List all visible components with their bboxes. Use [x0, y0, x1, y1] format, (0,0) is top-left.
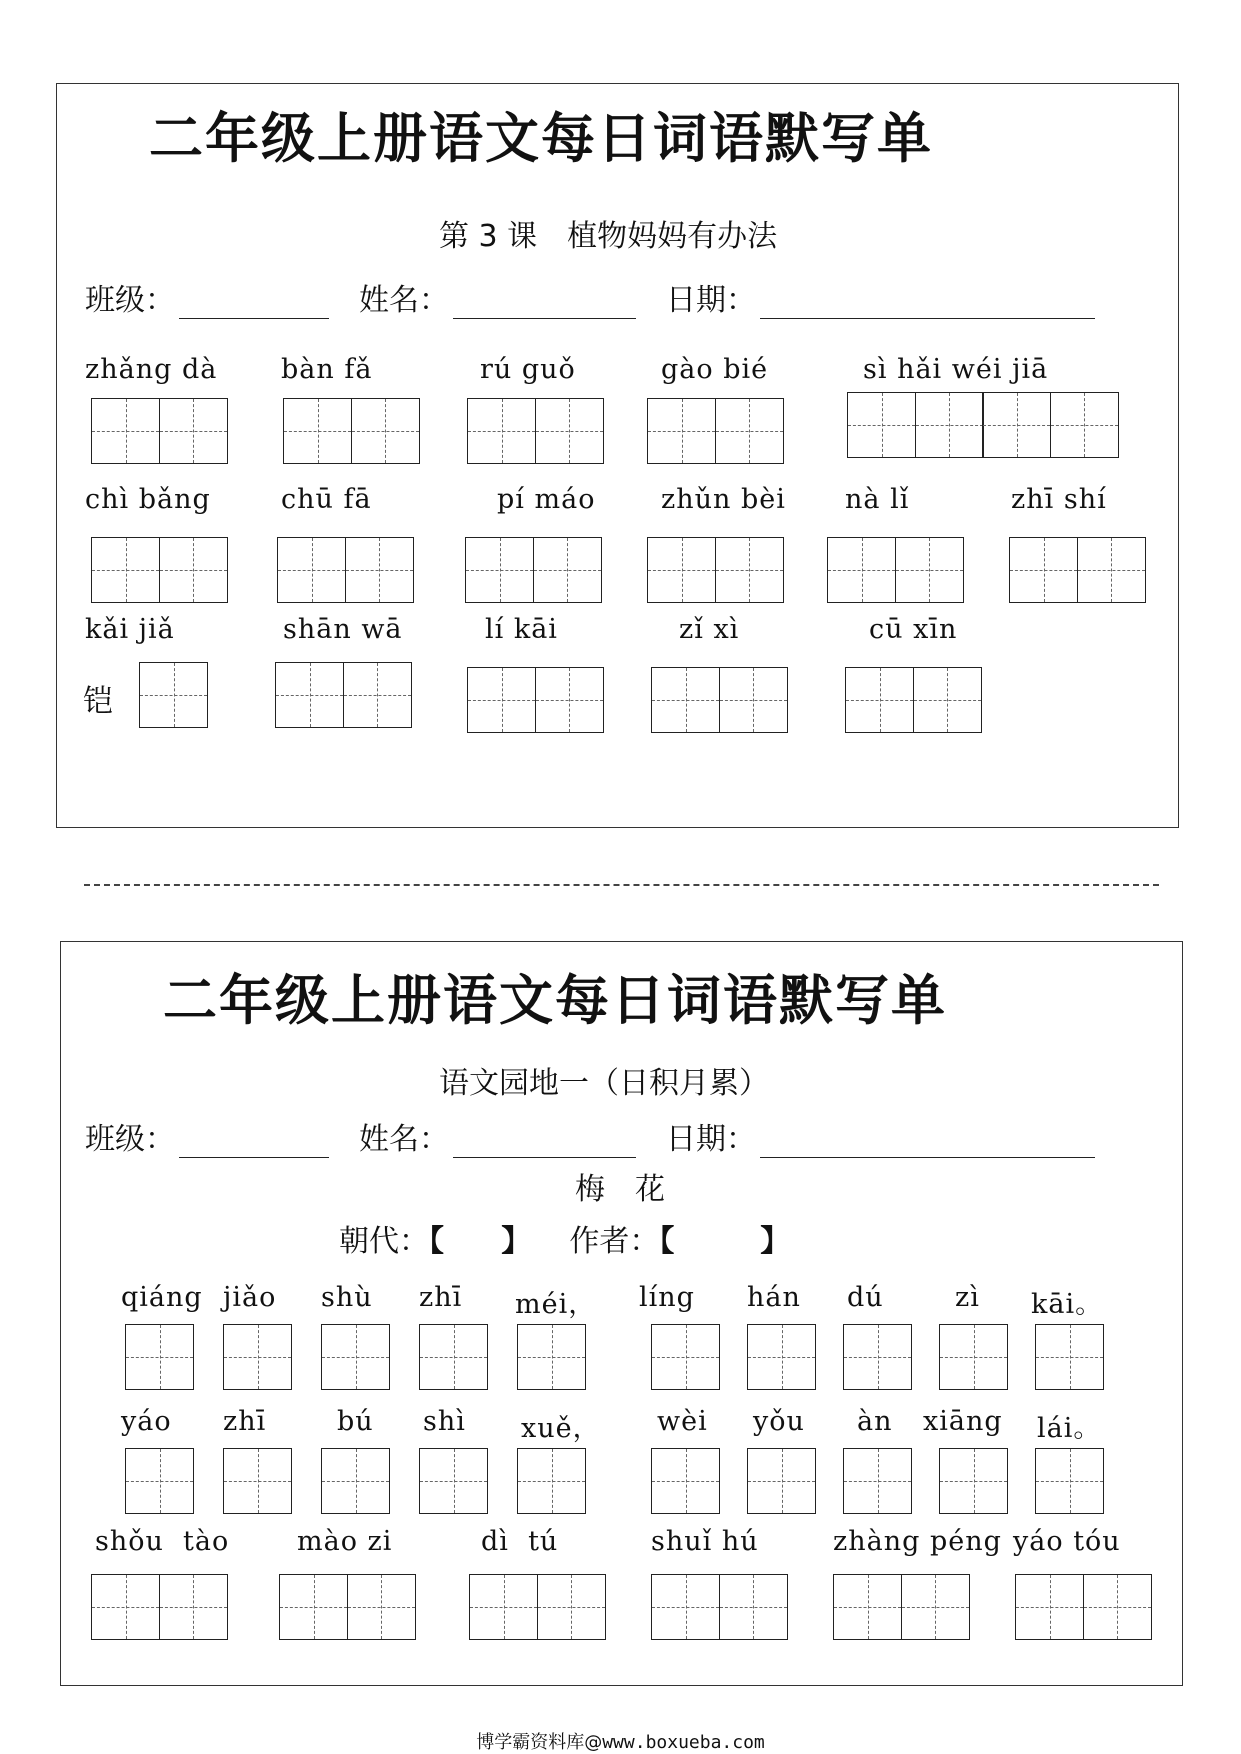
writing-cell[interactable] [1077, 537, 1146, 603]
word-pinyin: cū xīn [869, 614, 958, 645]
writing-boxes[interactable] [1035, 1324, 1104, 1390]
word-pinyin: shuǐ hú [651, 1526, 759, 1557]
poem-pinyin: bú [337, 1406, 374, 1437]
writing-cell[interactable] [647, 398, 716, 464]
class-field[interactable] [179, 288, 329, 319]
word-pinyin: shān wā [283, 614, 403, 645]
writing-cell[interactable] [719, 1574, 788, 1640]
writing-boxes[interactable] [1035, 1448, 1104, 1514]
writing-boxes[interactable] [223, 1324, 292, 1390]
word-pinyin: zǐ xì [679, 614, 740, 645]
writing-cell[interactable] [1035, 1324, 1104, 1390]
poem-pinyin: zì [955, 1282, 980, 1313]
writing-cell[interactable] [91, 398, 160, 464]
dynasty-label: 朝代： [339, 1224, 429, 1259]
date-label: 日期： [666, 1122, 756, 1157]
writing-boxes[interactable] [275, 662, 412, 728]
writing-cell[interactable] [651, 1574, 720, 1640]
writing-cell[interactable] [343, 662, 412, 728]
writing-boxes[interactable] [843, 1324, 912, 1390]
writing-cell[interactable] [843, 1324, 912, 1390]
class-field[interactable] [179, 1127, 329, 1158]
writing-cell[interactable] [419, 1448, 488, 1514]
name-label: 姓名： [359, 1122, 449, 1157]
writing-cell[interactable] [1009, 537, 1078, 603]
writing-cell[interactable] [533, 537, 602, 603]
writing-boxes[interactable] [467, 398, 604, 464]
poem-pinyin: xiāng [923, 1406, 1003, 1437]
writing-cell[interactable] [223, 1448, 292, 1514]
poem-pinyin: shù [321, 1282, 373, 1313]
word-pinyin: zhàng péng [833, 1526, 1002, 1557]
writing-boxes[interactable] [843, 1448, 912, 1514]
writing-boxes[interactable] [517, 1448, 586, 1514]
writing-boxes[interactable] [827, 537, 964, 603]
writing-cell[interactable] [1083, 1574, 1152, 1640]
writing-boxes[interactable] [91, 537, 228, 603]
word-pinyin: chū fā [281, 484, 372, 515]
poem-pinyin: yáo [121, 1406, 172, 1437]
writing-boxes[interactable] [139, 662, 208, 728]
worksheet-2 [60, 941, 1183, 1686]
writing-cell[interactable] [419, 1324, 488, 1390]
writing-cell[interactable] [1050, 392, 1119, 458]
writing-cell[interactable] [1035, 1448, 1104, 1514]
writing-boxes[interactable] [647, 537, 784, 603]
bracket-close: 】 [501, 1224, 532, 1259]
writing-boxes[interactable] [939, 1324, 1008, 1390]
poem-pinyin: méi， [515, 1289, 597, 1320]
name-label: 姓名： [359, 283, 449, 318]
writing-cell[interactable] [913, 667, 982, 733]
writing-boxes[interactable] [747, 1324, 816, 1390]
writing-boxes[interactable] [125, 1448, 194, 1514]
writing-cell[interactable] [321, 1324, 390, 1390]
writing-cell[interactable] [347, 1574, 416, 1640]
writing-cell[interactable] [91, 537, 160, 603]
writing-cell[interactable] [283, 398, 352, 464]
writing-boxes[interactable] [517, 1324, 586, 1390]
poem-pinyin: shì [423, 1406, 466, 1437]
writing-cell[interactable] [1015, 1574, 1084, 1640]
writing-boxes[interactable] [91, 398, 228, 464]
poem-title: 梅花 [575, 1172, 695, 1207]
writing-cell[interactable] [651, 1324, 720, 1390]
poem-pinyin: hán [747, 1282, 801, 1313]
word-pinyin: dì tú [481, 1526, 559, 1557]
writing-cell[interactable] [537, 1574, 606, 1640]
worksheet-title: 二年级上册语文每日词语默写单 [149, 107, 933, 170]
writing-cell[interactable] [275, 662, 344, 728]
writing-boxes[interactable] [419, 1324, 488, 1390]
writing-cell[interactable] [467, 398, 536, 464]
poem-pinyin: àn [857, 1406, 893, 1437]
poem-pinyin: jiǎo [223, 1282, 277, 1313]
writing-boxes[interactable] [647, 398, 784, 464]
writing-boxes[interactable] [1009, 537, 1146, 603]
footer-site-name: 博学霸资料库@ [476, 1732, 603, 1753]
poem-pinyin: wèi [657, 1406, 708, 1437]
writing-cell[interactable] [159, 398, 228, 464]
writing-cell[interactable] [939, 1324, 1008, 1390]
writing-boxes[interactable] [321, 1448, 390, 1514]
word-pinyin: rú guǒ [480, 354, 576, 385]
writing-boxes[interactable] [651, 1574, 788, 1640]
bracket-close: 】 [760, 1224, 791, 1259]
writing-cell[interactable] [901, 1574, 970, 1640]
writing-cell[interactable] [715, 398, 784, 464]
writing-cell[interactable] [351, 398, 420, 464]
student-info-row [85, 275, 1095, 319]
writing-cell[interactable] [719, 667, 788, 733]
writing-cell[interactable] [345, 537, 414, 603]
writing-cell[interactable] [535, 667, 604, 733]
writing-boxes[interactable] [223, 1448, 292, 1514]
writing-cell[interactable] [469, 1574, 538, 1640]
poem-pinyin: kāi。 [1031, 1289, 1104, 1320]
date-field[interactable] [760, 1127, 1095, 1158]
word-pinyin: pí máo [497, 484, 596, 515]
writing-boxes[interactable] [321, 1324, 390, 1390]
writing-boxes[interactable] [419, 1448, 488, 1514]
writing-cell[interactable] [517, 1324, 586, 1390]
writing-cell[interactable] [91, 1574, 160, 1640]
writing-cell[interactable] [651, 667, 720, 733]
class-label: 班级： [85, 1122, 175, 1157]
lesson-title: 语文园地一（日积月累） [439, 1066, 769, 1101]
writing-cell[interactable] [139, 662, 208, 728]
student-info-row [85, 1114, 1095, 1158]
writing-cell[interactable] [517, 1448, 586, 1514]
poem-pinyin: zhī [223, 1406, 267, 1437]
writing-boxes[interactable] [277, 537, 414, 603]
writing-cell[interactable] [845, 667, 914, 733]
writing-cell[interactable] [465, 537, 534, 603]
writing-cell[interactable] [279, 1574, 348, 1640]
writing-cell[interactable] [277, 537, 346, 603]
writing-boxes[interactable] [465, 537, 602, 603]
poem-pinyin: xuě， [521, 1413, 601, 1444]
word-pinyin: yáo tóu [1013, 1526, 1121, 1557]
lesson-title: 第 3 课 植物妈妈有办法 [439, 219, 778, 254]
writing-cell[interactable] [843, 1448, 912, 1514]
writing-cell[interactable] [915, 392, 984, 458]
writing-cell[interactable] [647, 537, 716, 603]
writing-cell[interactable] [833, 1574, 902, 1640]
poem-pinyin: líng [639, 1282, 695, 1313]
writing-cell[interactable] [939, 1448, 1008, 1514]
dynasty-row [339, 1216, 790, 1260]
class-label: 班级： [85, 283, 175, 318]
bracket-open: 【 [429, 1224, 444, 1259]
footer-watermark [0, 1728, 1241, 1754]
poem-pinyin: zhī [419, 1282, 463, 1313]
writing-boxes[interactable] [651, 1448, 720, 1514]
writing-cell[interactable] [747, 1324, 816, 1390]
writing-cell[interactable] [159, 537, 228, 603]
poem-pinyin: qiáng [121, 1282, 203, 1313]
worksheet-title: 二年级上册语文每日词语默写单 [163, 969, 947, 1032]
writing-boxes[interactable] [279, 1574, 416, 1640]
writing-boxes[interactable] [651, 667, 788, 733]
word-pinyin: chì bǎng [85, 484, 211, 515]
cut-line [84, 884, 1159, 886]
footer-url[interactable]: www.boxueba.com [602, 1732, 765, 1753]
writing-boxes[interactable] [845, 667, 982, 733]
writing-boxes[interactable] [1015, 1574, 1152, 1640]
writing-cell[interactable] [827, 537, 896, 603]
writing-boxes[interactable] [125, 1324, 194, 1390]
word-pinyin: gào bié [661, 354, 769, 385]
writing-cell[interactable] [125, 1324, 194, 1390]
writing-cell[interactable] [467, 667, 536, 733]
writing-cell[interactable] [535, 398, 604, 464]
word-pinyin: zhǎng dà [85, 354, 218, 385]
worksheet-1 [56, 83, 1179, 828]
writing-cell[interactable] [847, 392, 916, 458]
given-character: 铠 [83, 684, 113, 719]
writing-cell[interactable] [715, 537, 784, 603]
writing-boxes[interactable] [469, 1574, 606, 1640]
writing-cell[interactable] [651, 1448, 720, 1514]
writing-cell[interactable] [223, 1324, 292, 1390]
word-pinyin: zhǔn bèi [661, 484, 786, 515]
writing-boxes[interactable] [91, 1574, 228, 1640]
writing-cell[interactable] [895, 537, 964, 603]
word-pinyin: bàn fǎ [281, 354, 373, 385]
writing-boxes[interactable] [651, 1324, 720, 1390]
writing-boxes[interactable] [747, 1448, 816, 1514]
word-pinyin: shǒu tào [95, 1526, 230, 1557]
poem-pinyin: dú [847, 1282, 884, 1313]
author-label: 作者： [569, 1224, 660, 1259]
writing-cell[interactable] [321, 1448, 390, 1514]
poem-pinyin: lái。 [1037, 1413, 1102, 1444]
writing-boxes[interactable] [833, 1574, 970, 1640]
word-pinyin: lí kāi [485, 614, 558, 645]
writing-boxes[interactable] [939, 1448, 1008, 1514]
writing-boxes[interactable] [283, 398, 420, 464]
word-pinyin: nà lǐ [845, 484, 910, 515]
word-pinyin: zhī shí [1011, 484, 1107, 515]
writing-cell[interactable] [159, 1574, 228, 1640]
writing-cell[interactable] [125, 1448, 194, 1514]
writing-cell[interactable] [747, 1448, 816, 1514]
word-pinyin: sì hǎi wéi jiā [863, 354, 1049, 385]
date-label: 日期： [666, 283, 756, 318]
writing-boxes[interactable] [467, 667, 604, 733]
poem-pinyin: yǒu [753, 1406, 805, 1437]
writing-cell[interactable] [982, 392, 1051, 458]
name-field[interactable] [453, 288, 636, 319]
word-pinyin: mào zi [297, 1526, 393, 1557]
bracket-open: 【 [659, 1224, 675, 1259]
writing-boxes[interactable] [847, 392, 1119, 458]
name-field[interactable] [453, 1127, 636, 1158]
word-pinyin: kǎi jiǎ [85, 614, 175, 645]
date-field[interactable] [760, 288, 1095, 319]
